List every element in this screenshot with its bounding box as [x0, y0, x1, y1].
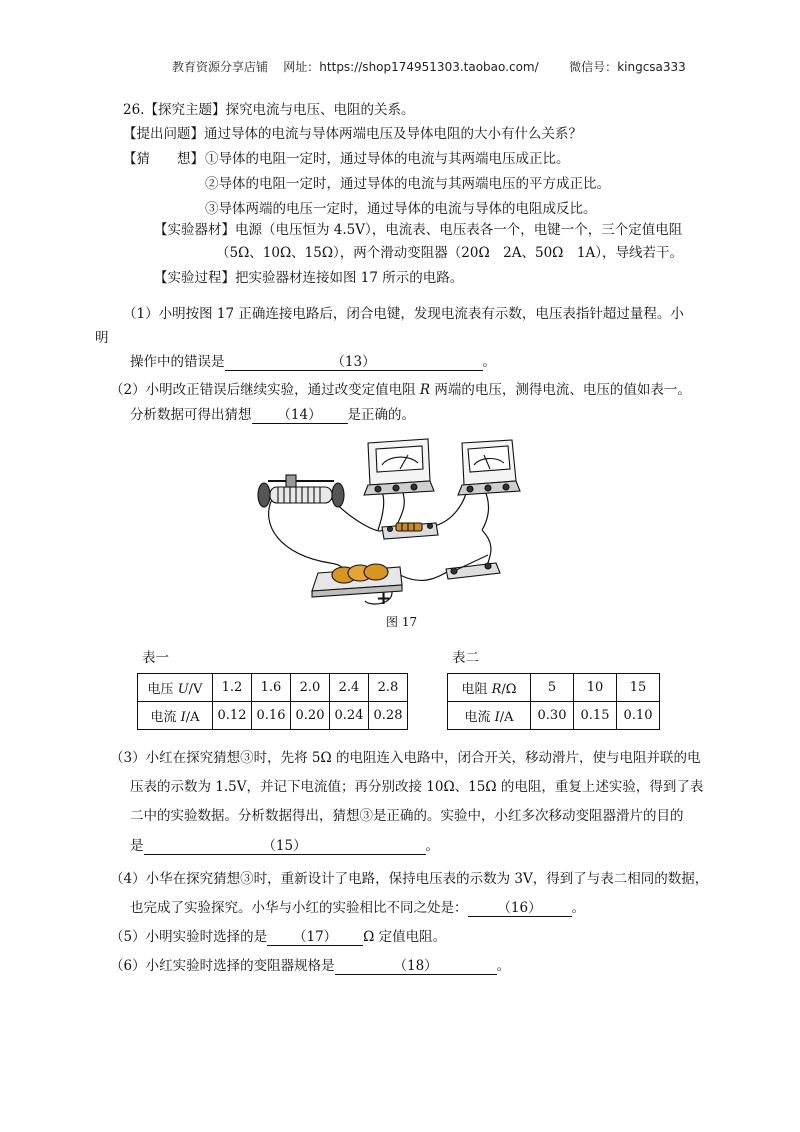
equipment-line-1: 【实验器材】电源（电压恒为 4.5V），电流表、电压表各一个，电键一个，三个定值电阻	[154, 222, 683, 238]
process-line: 【实验过程】把实验器材连接如图 17 所示的电路。	[154, 270, 464, 286]
table-cell: 15	[617, 674, 660, 702]
q3-line-1: （3）小红在探究猜想③时，先将 5Ω 的电阻连入电路中，闭合开关，移动滑片，使与电阻并联的电	[110, 750, 701, 766]
table-1-title: 表一	[142, 650, 169, 666]
table-cell: 0.10	[617, 702, 660, 730]
q3-suffix: 。	[425, 838, 439, 854]
table-cell: 10	[574, 674, 617, 702]
shop-name: 教育资源分享店铺	[172, 60, 269, 74]
q1-line-2: 明	[95, 330, 109, 346]
q3-line-4	[130, 836, 439, 856]
answer-blank-16[interactable]: （16）	[468, 900, 572, 917]
voltmeter	[458, 440, 520, 495]
figure-caption: 图 17	[386, 615, 418, 629]
table-cell: 0.12	[213, 702, 252, 730]
table-cell: 1.2	[213, 674, 252, 702]
q2-line-1: （2）小明改正错误后继续实验，通过改变定值电阻 R 两端的电压，测得电流、电压的值如表一。	[110, 382, 691, 398]
q1-line-1: （1）小明按图 17 正确连接电路后，闭合电键，发现电流表有示数，电压表指针超过量程。小	[123, 306, 684, 322]
answer-blank-14[interactable]: （14）	[252, 407, 348, 424]
q6-line	[110, 956, 510, 976]
circuit-figure	[250, 435, 550, 615]
switch	[446, 555, 500, 579]
q1-prefix: 操作中的错误是	[130, 354, 225, 370]
q4-prefix: 也完成了实验探究。小华与小红的实验相比不同之处是：	[130, 900, 468, 916]
q5-suffix: Ω 定值电阻。	[363, 929, 447, 945]
table-row-label: 电流 I/A	[448, 702, 531, 730]
guess-label: 【猜 想】	[123, 151, 204, 167]
guess-3: ③导体两端的电压一定时，通过导体的电流与导体的电阻成反比。	[205, 201, 597, 217]
table-row-label: 电压 U/V	[138, 674, 213, 702]
table-cell: 2.8	[369, 674, 408, 702]
fixed-resistor	[382, 523, 438, 539]
q6-suffix: 。	[496, 958, 511, 974]
table-cell: 2.0	[291, 674, 330, 702]
wechat-id: kingcsa333	[617, 60, 686, 74]
q1-line-3	[130, 352, 496, 372]
q5-line	[110, 927, 446, 947]
table-cell: 5	[531, 674, 574, 702]
table-row-label: 电阻 R/Ω	[448, 674, 531, 702]
table-cell: 0.30	[531, 702, 574, 730]
q6-prefix: （6）小红实验时选择的变阻器规格是	[110, 958, 335, 974]
q3-line-3: 二中的实验数据。分析数据得出，猜想③是正确的。实验中，小红多次移动变阻器滑片的目的	[130, 808, 684, 824]
q2-suffix: 是正确的。	[347, 407, 415, 423]
q5-prefix: （5）小明实验时选择的是	[110, 929, 268, 945]
q4-suffix: 。	[571, 900, 585, 916]
answer-blank-17[interactable]: （17）	[267, 929, 363, 946]
guess-2: ②导体的电阻一定时，通过导体的电流与其两端电压的平方成正比。	[205, 176, 610, 192]
q4-line-2	[130, 898, 585, 918]
table-cell: 1.6	[252, 674, 291, 702]
table-1	[137, 673, 408, 730]
table-cell: 0.15	[574, 702, 617, 730]
table-row-label: 电流 I/A	[138, 702, 213, 730]
url-label: 网址：	[283, 60, 320, 74]
answer-blank-18[interactable]: （18）	[335, 958, 497, 975]
ammeter	[364, 439, 434, 495]
q3-line-2: 压表的示数为 1.5V，并记下电流值；再分别改接 10Ω、15Ω 的电阻，重复上述实验，得到了表	[130, 779, 704, 795]
answer-blank-13[interactable]: （13）	[225, 354, 483, 371]
question-title: 26.【探究主题】探究电流与电压、电阻的关系。	[123, 102, 415, 118]
table-cell: 0.28	[369, 702, 408, 730]
q1-suffix: 。	[482, 354, 496, 370]
guess-1: ①导体的电阻一定时，通过导体的电流与其两端电压成正比。	[205, 151, 570, 167]
table-cell: 0.24	[330, 702, 369, 730]
question-problem: 【提出问题】通过导体的电流与导体两端电压及导体电阻的大小有什么关系？	[123, 126, 582, 142]
table-row	[448, 674, 660, 702]
q2-line-2	[130, 405, 415, 425]
table-cell: 0.16	[252, 702, 291, 730]
table-row	[448, 702, 660, 730]
q2-prefix: 分析数据可得出猜想	[130, 407, 252, 423]
table-2	[447, 673, 660, 730]
q4-line-1: （4）小华在探究猜想③时，重新设计了电路，保持电压表的示数为 3V，得到了与表二相同的数据，	[110, 871, 709, 887]
shop-url[interactable]: https://shop174951303.taobao.com/	[319, 60, 539, 74]
table-row	[138, 674, 408, 702]
wechat-label: 微信号：	[569, 60, 618, 74]
table-cell: 2.4	[330, 674, 369, 702]
table-row	[138, 702, 408, 730]
table-2-title: 表二	[452, 650, 479, 666]
answer-blank-15[interactable]: （15）	[144, 838, 426, 855]
plus-sign: +	[376, 588, 392, 609]
q3-prefix: 是	[130, 838, 144, 854]
page-header	[172, 58, 686, 75]
table-cell: 0.20	[291, 702, 330, 730]
equipment-line-2: （5Ω、10Ω、15Ω），两个滑动变阻器（20Ω 2A、50Ω 1A），导线若干。	[216, 245, 683, 261]
